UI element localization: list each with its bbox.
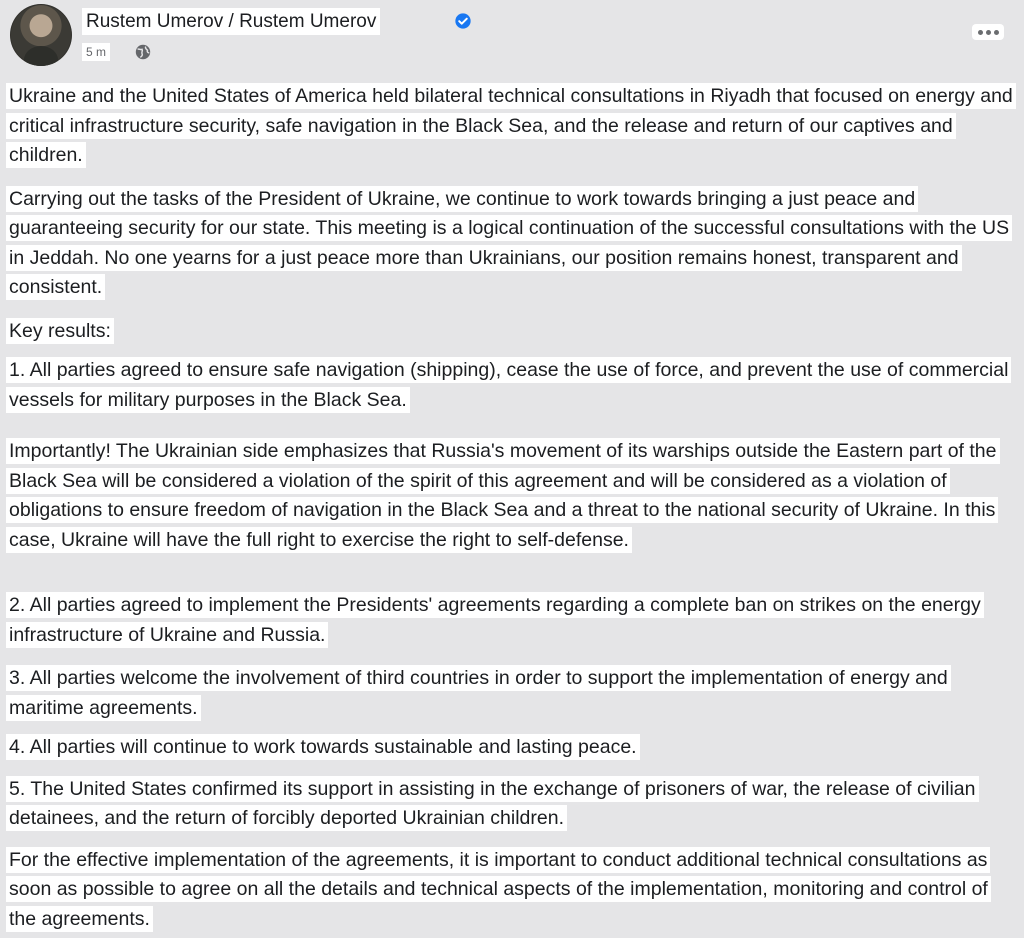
- author-avatar[interactable]: [10, 4, 72, 66]
- list-item: 3. All parties welcome the involvement of third countries in order to support the implementation of energy and maritime agreements.: [6, 664, 1018, 723]
- more-options-icon[interactable]: [972, 24, 1004, 40]
- post-meta: [82, 41, 152, 63]
- verified-badge-icon: [454, 12, 472, 30]
- paragraph: Carrying out the tasks of the President of Ukraine, we continue to work towards bringing a just peace and guaranteeing security for our state. This meeting is a logical continuation of the successful consultations with the US in Jeddah. No one yearns for a just peace more than Ukrainians, our position remains honest, transparent and consistent.: [6, 185, 1018, 303]
- paragraph: Ukraine and the United States of America held bilateral technical consultations in Riyadh that focused on energy and critical infrastructure security, safe navigation in the Black Sea, and the release and return of our captives and children.: [6, 82, 1018, 171]
- key-results-heading: Key results:: [6, 317, 1018, 347]
- list-item: 1. All parties agreed to ensure safe navigation (shipping), cease the use of force, and prevent the use of commercial vessels for military purposes in the Black Sea.: [6, 356, 1018, 415]
- paragraph: For the effective implementation of the agreements, it is important to conduct additional technical consultations as soon as possible to agree on all the details and technical aspects of the implementation, monitoring and control of the agreements.: [6, 846, 1018, 935]
- globe-icon: [134, 43, 152, 61]
- list-item: 4. All parties will continue to work towards sustainable and lasting peace.: [6, 733, 1018, 763]
- list-item: 5. The United States confirmed its support in assisting in the exchange of prisoners of war, the release of civilian detainees, and the return of forcibly deported Ukrainian children.: [6, 775, 1018, 834]
- post-body: [6, 82, 1018, 934]
- paragraph: Importantly! The Ukrainian side emphasizes that Russia's movement of its warships outside the Eastern part of the Black Sea will be considered a violation of the spirit of this agreement and will be considered as a violation of obligations to ensure freedom of navigation in the Black Sea and a threat to the national security of Ukraine. In this case, Ukraine will have the full right to exercise the right to self-defense.: [6, 437, 1018, 555]
- post-header: [0, 0, 1024, 72]
- author-name[interactable]: Rustem Umerov / Rustem Umerov: [82, 8, 380, 35]
- post-timestamp[interactable]: 5 m: [82, 43, 110, 61]
- list-item: 2. All parties agreed to implement the Presidents' agreements regarding a complete ban on strikes on the energy infrastructure of Ukraine and Russia.: [6, 591, 1018, 650]
